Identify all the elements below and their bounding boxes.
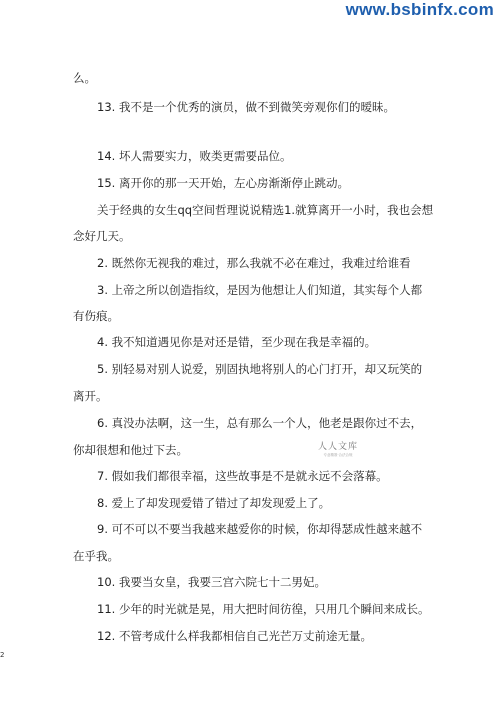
text-line: 你却很想和他过下去。 [73, 443, 188, 457]
text-line: 3. 上帝之所以创造指纹，是因为他想让人们知道，其实每个人都 [97, 283, 423, 297]
text-line: 15. 离开你的那一天开始，左心房渐渐停止跳动。 [97, 176, 349, 190]
text-line: 13. 我不是一个优秀的演员，做不到微笑旁观你们的暧昧。 [97, 100, 395, 114]
site-watermark: www.bsbinfx.com [345, 0, 494, 19]
text-line: 12. 不管考成什么样我都相信自己光芒万丈前途无量。 [97, 629, 372, 643]
text-line: 有伤痕。 [73, 309, 119, 323]
library-stamp-watermark [316, 442, 360, 458]
text-line: 11. 少年的时光就是晃，用大把时间彷徨，只用几个瞬间来成长。 [97, 602, 430, 616]
text-line: 7. 假如我们都很幸福，这些故事是不是就永远不会落幕。 [97, 469, 388, 483]
text-line: 6. 真没办法啊，这一生，总有那么一个人，他老是跟你过不去， [97, 416, 423, 430]
text-line: 关于经典的女生qq空间哲理说说精选1.就算离开一小时，我也会想 [97, 203, 434, 217]
text-line: 么。 [73, 71, 96, 85]
text-line: 2. 既然你无视我的难过，那么我就不必在难过，我难过给谁看 [97, 256, 411, 270]
text-line: 4. 我不知道遇见你是对还是错，至少现在我是幸福的。 [97, 335, 377, 349]
text-line: 念好几天。 [73, 229, 131, 243]
text-line: 5. 别轻易对别人说爱，别固执地将别人的心门打开，却又玩笑的 [97, 362, 423, 376]
text-line: 在乎我。 [73, 549, 119, 563]
text-line: 14. 坏人需要实力，败类更需要品位。 [97, 149, 292, 163]
page-number: 2 [0, 651, 5, 659]
stamp-title: 人人文库 [317, 442, 358, 452]
text-line: 9. 可不可以不要当我越来越爱你的时候，你却得瑟成性越来越不 [97, 522, 423, 536]
text-line: 离开。 [73, 389, 108, 403]
stamp-subtitle: 专业精准·合法合规 [323, 453, 353, 457]
text-line: 10. 我要当女皇，我要三宫六院七十二男妃。 [97, 575, 326, 589]
text-line: 8. 爱上了却发现爱错了错过了却发现爱上了。 [97, 496, 331, 510]
